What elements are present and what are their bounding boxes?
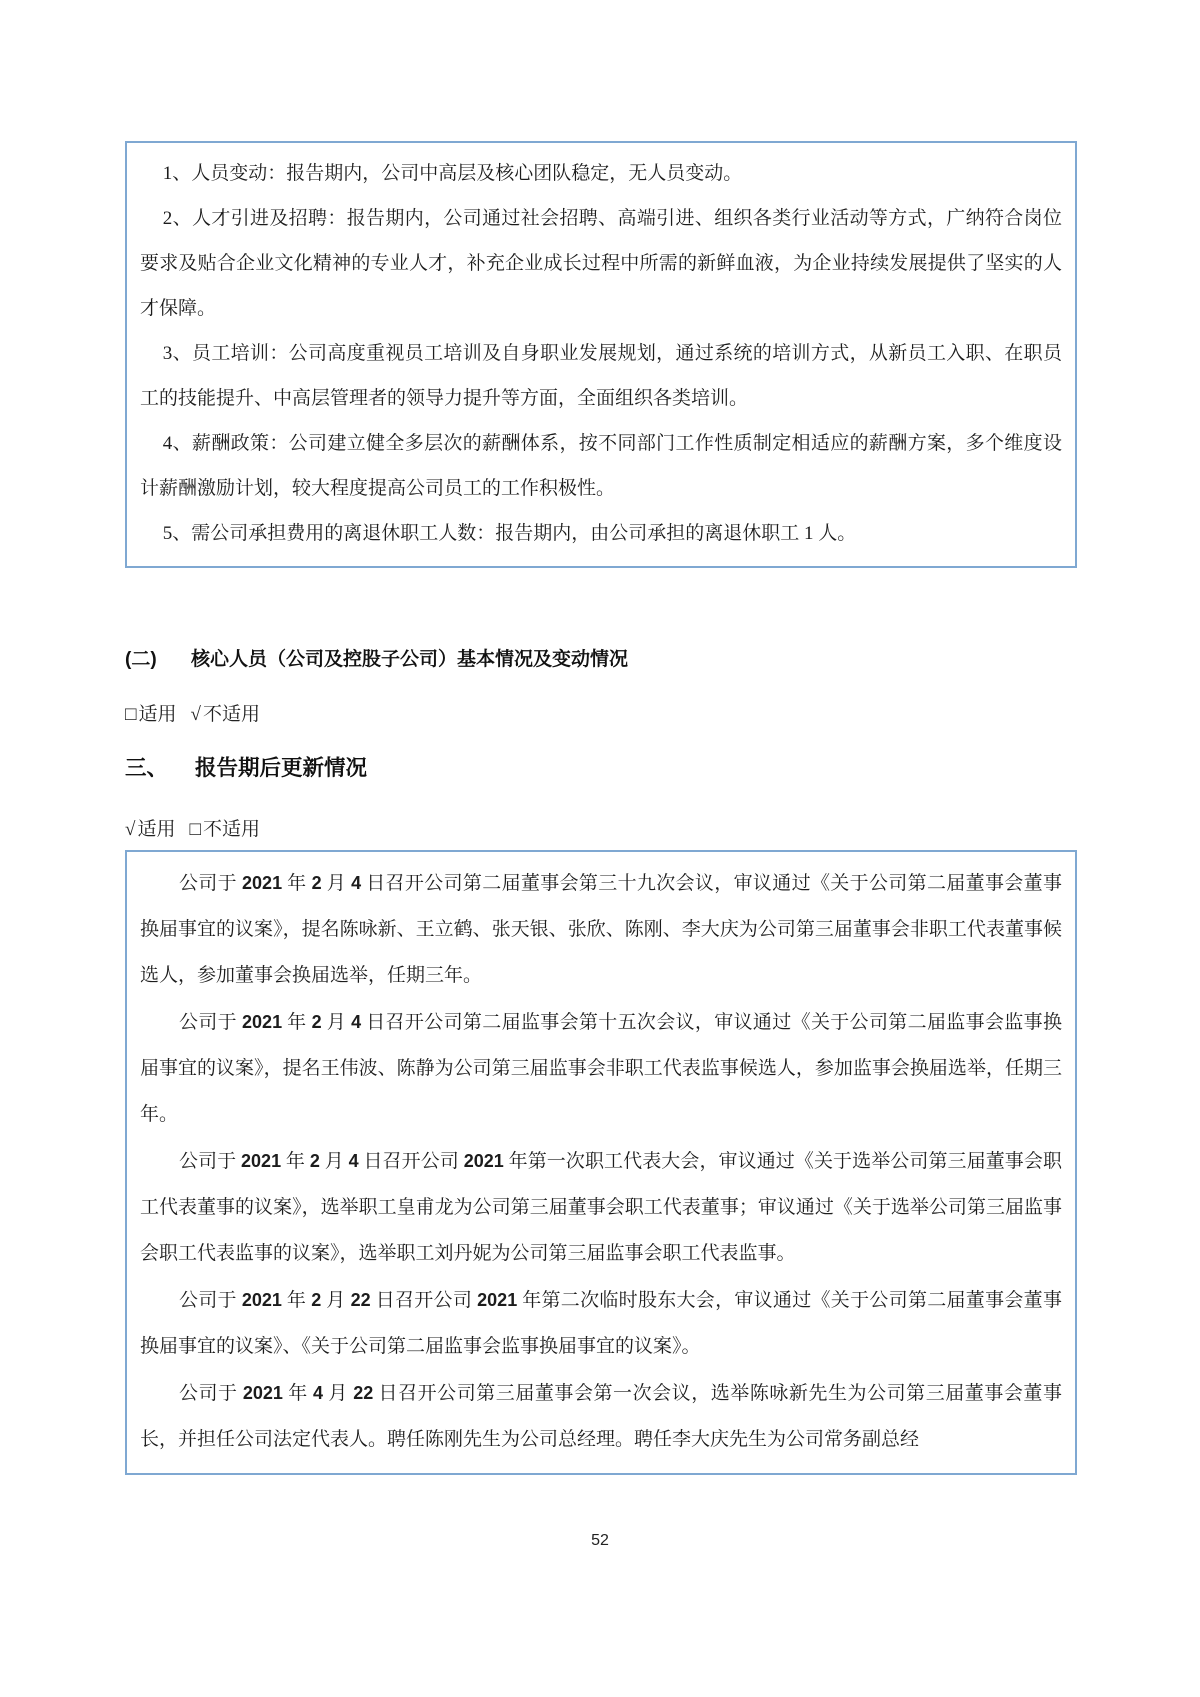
page-number: 52 — [591, 1532, 609, 1549]
paragraph: 1、人员变动：报告期内，公司中高层及核心团队稳定，无人员变动。 — [162, 163, 743, 184]
paragraph: 公司于 2021 年 2 月 4 日召开公司第二届董事会第三十九次会议，审议通过《关于公司第二届董事会董事换届事宜的议案》，提名陈咏新、王立鹤、张天银、张欣、陈刚、李大庆为公司第三届董事会非职工代表董事候选人，参加董事会换届选举，任期三年。 — [140, 873, 1062, 986]
paragraph: 2、人才引进及招聘：报告期内，公司通过社会招聘、高端引进、组织各类行业活动等方式，广纳符合岗位要求及贴合企业文化精神的专业人才，补充企业成长过程中所需的新鲜血液，为企业持续发展提供了坚实的人才保障。 — [140, 208, 1062, 319]
page-content — [125, 0, 1077, 1475]
section-2-title: 核心人员（公司及控股子公司）基本情况及变动情况 — [191, 649, 629, 670]
paragraph: 公司于 2021 年 2 月 4 日召开公司第二届监事会第十五次会议，审议通过《关于公司第二届监事会监事换届事宜的议案》，提名王伟波、陈静为公司第三届监事会非职工代表监事候选人，参加监事会换届选举，任期三年。 — [140, 1012, 1062, 1125]
section-3-label: 三、 — [125, 756, 169, 780]
applicability-label: 适用 — [137, 819, 176, 840]
applicability-option — [125, 704, 177, 725]
applicability-line-section-2 — [125, 701, 1077, 728]
paragraph: 5、需公司承担费用的离退休职工人数：报告期内，由公司承担的离退休职工 1 人。 — [162, 523, 857, 544]
section-2-label: (二) — [125, 649, 157, 670]
applicability-label: 适用 — [138, 704, 177, 725]
applicability-label: 不适用 — [202, 704, 260, 725]
paragraph: 公司于 2021 年 2 月 4 日召开公司 2021 年第一次职工代表大会，审议通过《关于选举公司第三届董事会职工代表董事的议案》，选举职工皇甫龙为公司第三届董事会职工代表董事；审议通过《关于选举公司第三届监事会职工代表监事的议案》，选举职工刘丹妮为公司第三届监事会职工代表监事。 — [140, 1151, 1062, 1264]
paragraph: 公司于 2021 年 2 月 22 日召开公司 2021 年第二次临时股东大会，审议通过《关于公司第二届董事会董事换届事宜的议案》、《关于公司第二届监事会监事换届事宜的议案》。 — [140, 1290, 1062, 1357]
hr-policies-textbox — [125, 141, 1077, 568]
checkbox-empty-icon: □ — [189, 819, 201, 840]
checkmark-icon: √ — [125, 819, 136, 840]
applicability-option — [125, 819, 175, 840]
section-3-title: 报告期后更新情况 — [195, 756, 368, 780]
paragraph: 公司于 2021 年 4 月 22 日召开公司第三届董事会第一次会议，选举陈咏新先生为公司第三届董事会董事长，并担任公司法定代表人。聘任陈刚先生为公司总经理。聘任李大庆先生为公司常务副总经 — [140, 1383, 1062, 1450]
applicability-option — [191, 704, 260, 725]
applicability-option — [189, 819, 260, 840]
section-3-heading — [125, 753, 1077, 783]
checkmark-icon: √ — [190, 704, 201, 725]
paragraph: 4、薪酬政策：公司建立健全多层次的薪酬体系，按不同部门工作性质制定相适应的薪酬方案，多个维度设计薪酬激励计划，较大程度提高公司员工的工作积极性。 — [140, 433, 1062, 499]
applicability-label: 不适用 — [202, 819, 260, 840]
applicability-line-section-3 — [125, 816, 1077, 843]
post-period-update-textbox — [125, 850, 1077, 1475]
paragraph: 3、员工培训：公司高度重视员工培训及自身职业发展规划，通过系统的培训方式，从新员工入职、在职员工的技能提升、中高层管理者的领导力提升等方面，全面组织各类培训。 — [140, 343, 1062, 409]
section-2-heading — [125, 646, 1077, 673]
checkbox-empty-icon: □ — [125, 704, 137, 725]
